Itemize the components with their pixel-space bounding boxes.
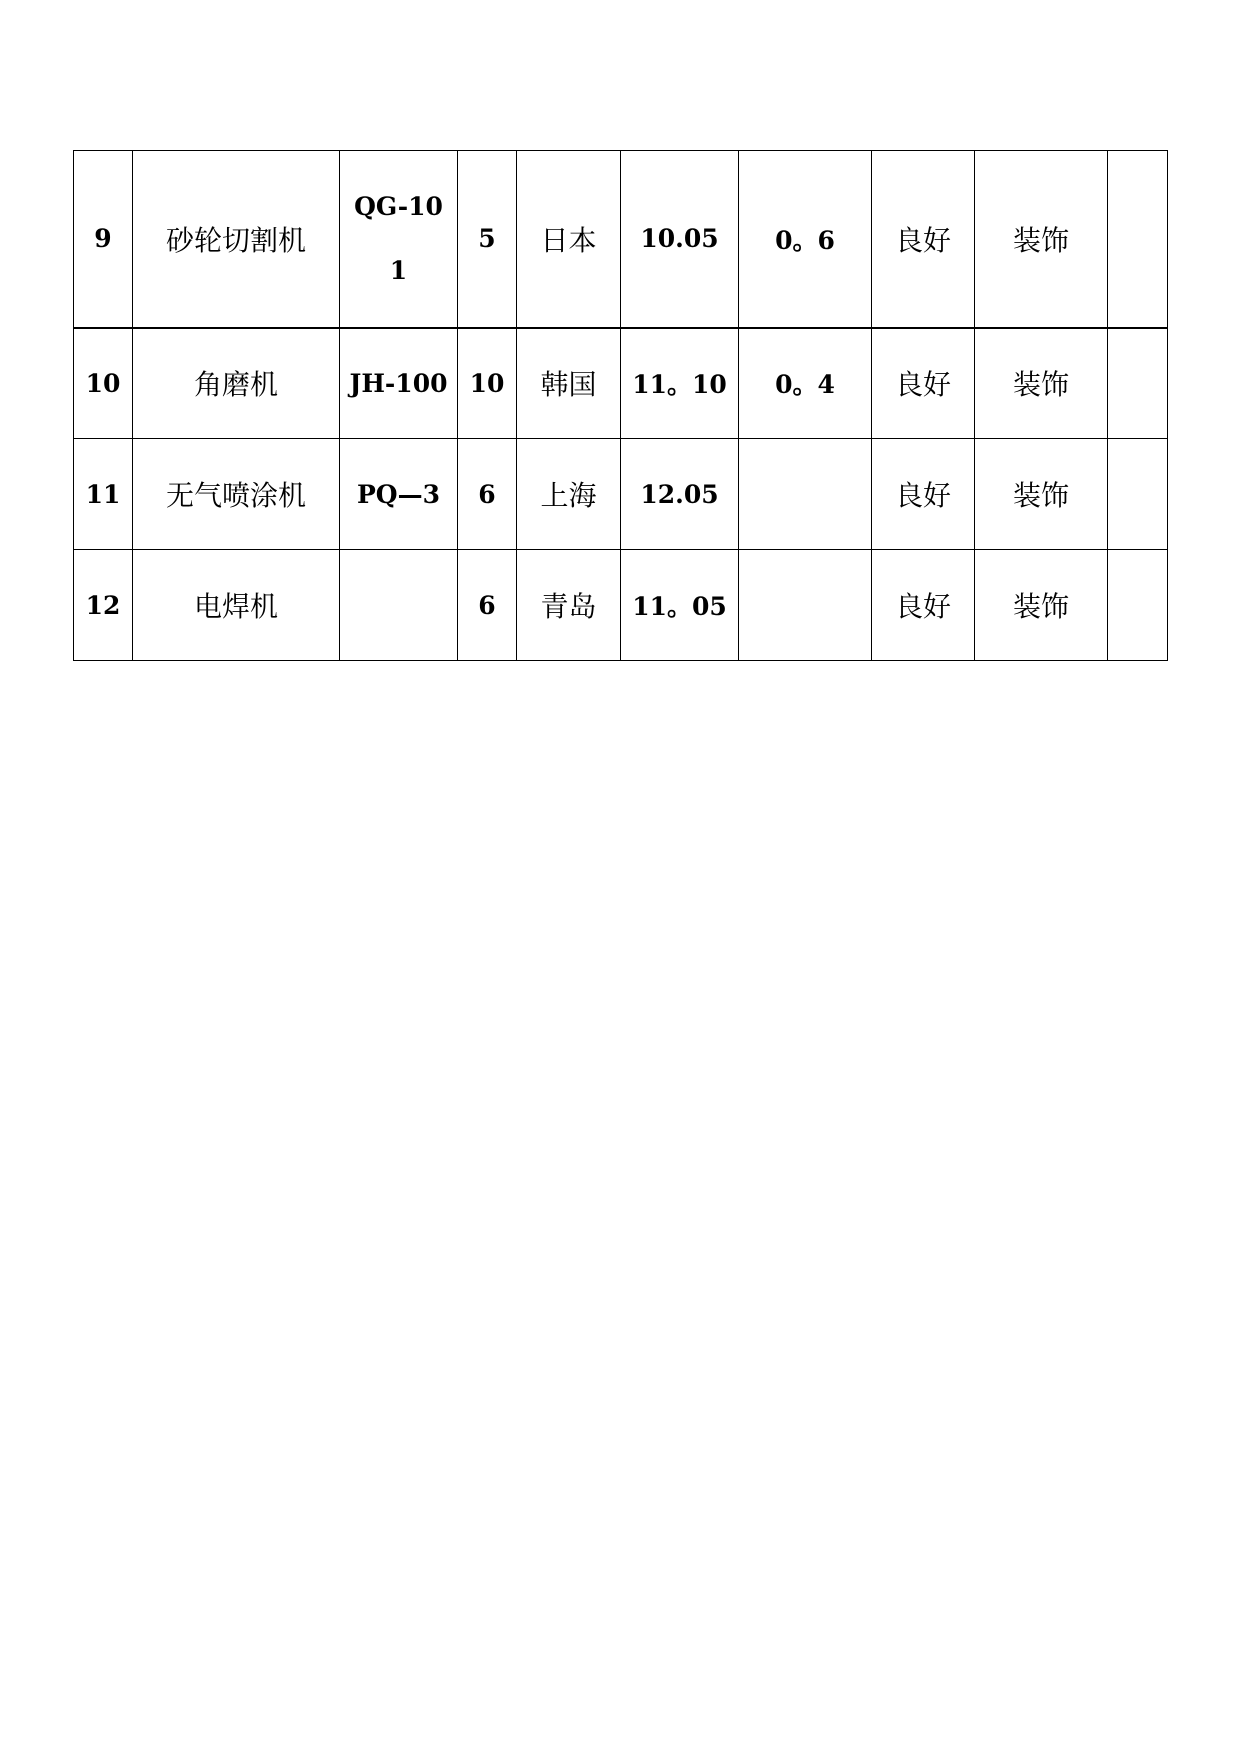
cell-date: 10.05 [621,151,739,328]
cell-no: 9 [74,151,133,328]
cell-no: 11 [74,439,133,550]
cell-status: 良好 [872,151,975,328]
cell-power [739,550,872,661]
table-row [74,550,1168,661]
cell-usage: 装饰 [975,439,1108,550]
cell-remark [1108,151,1168,328]
table-row [74,328,1168,439]
cell-usage: 装饰 [975,328,1108,439]
cell-power: 0。4 [739,328,872,439]
cell-status: 良好 [872,439,975,550]
cell-no: 12 [74,550,133,661]
cell-model: JH-100 [340,328,458,439]
cell-status: 良好 [872,328,975,439]
cell-date: 11。10 [621,328,739,439]
cell-name: 无气喷涂机 [133,439,340,550]
cell-origin: 上海 [517,439,621,550]
cell-name: 电焊机 [133,550,340,661]
cell-qty: 10 [458,328,517,439]
cell-remark [1108,439,1168,550]
cell-model [340,550,458,661]
table-row [74,151,1168,328]
cell-qty: 6 [458,439,517,550]
equipment-table [73,150,1168,661]
cell-qty: 6 [458,550,517,661]
cell-usage: 装饰 [975,151,1108,328]
cell-model: QG-101 [340,151,458,328]
cell-remark [1108,550,1168,661]
cell-remark [1108,328,1168,439]
cell-usage: 装饰 [975,550,1108,661]
table-row [74,439,1168,550]
cell-qty: 5 [458,151,517,328]
cell-power [739,439,872,550]
cell-name: 砂轮切割机 [133,151,340,328]
cell-model: PQ—3 [340,439,458,550]
cell-power: 0。6 [739,151,872,328]
cell-status: 良好 [872,550,975,661]
cell-name: 角磨机 [133,328,340,439]
cell-origin: 日本 [517,151,621,328]
cell-date: 11。05 [621,550,739,661]
cell-date: 12.05 [621,439,739,550]
cell-no: 10 [74,328,133,439]
cell-origin: 青岛 [517,550,621,661]
cell-origin: 韩国 [517,328,621,439]
